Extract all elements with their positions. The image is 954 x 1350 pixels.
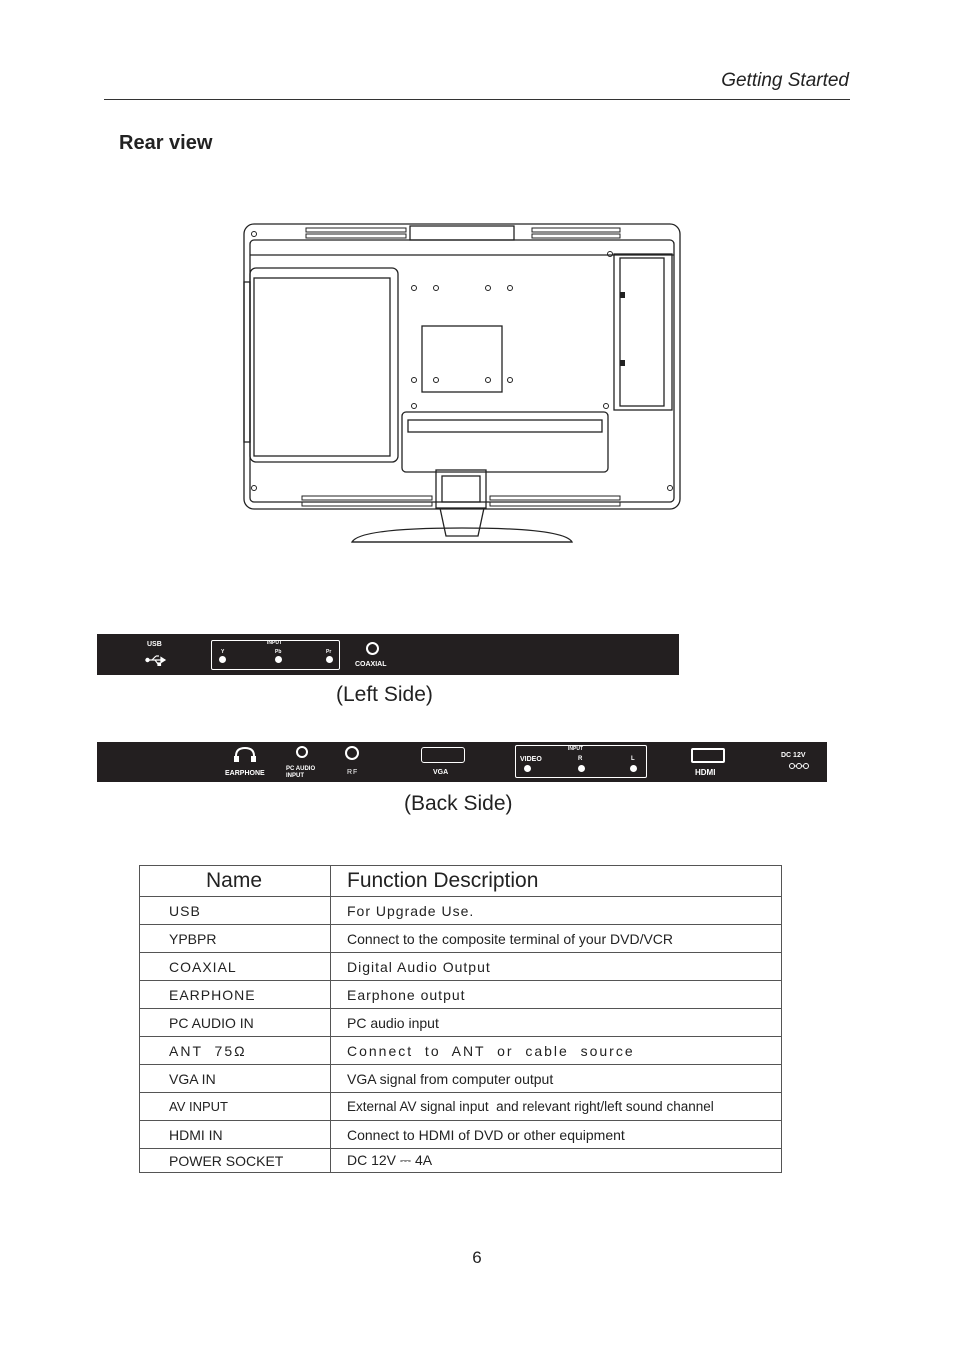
rf-jack <box>345 746 359 760</box>
page-number: 6 <box>472 1248 482 1267</box>
vga-port <box>421 747 465 763</box>
row-desc: External AV signal input and relevant right/left sound channel <box>331 1093 782 1121</box>
row-desc: VGA signal from computer output <box>331 1065 782 1093</box>
row-name: COAXIAL <box>140 953 331 981</box>
table-row <box>140 1037 782 1065</box>
table-row <box>140 1093 782 1121</box>
hdmi-label: HDMI <box>695 768 716 777</box>
usb-icon <box>145 654 169 666</box>
coaxial-label: COAXIAL <box>355 661 387 668</box>
table-row <box>140 1009 782 1037</box>
table-row <box>140 925 782 953</box>
row-desc: For Upgrade Use. <box>331 897 782 925</box>
av-input-label: INPUT <box>568 746 583 752</box>
row-name: ANT 75Ω <box>140 1037 331 1065</box>
l-label: L <box>631 756 635 762</box>
header-title: Getting Started <box>721 70 849 91</box>
hdmi-port <box>691 748 725 763</box>
l-jack <box>630 765 637 772</box>
ypbpr-input-label: INPUT <box>267 640 282 646</box>
row-desc: Connect to ANT or cable source <box>331 1037 782 1065</box>
vga-label: VGA <box>433 769 449 776</box>
y-jack <box>219 656 226 663</box>
row-name: YPBPR <box>140 925 331 953</box>
row-name: AV INPUT <box>140 1093 331 1121</box>
usb-label: USB <box>147 641 162 648</box>
row-name: HDMI IN <box>140 1121 331 1149</box>
table-row <box>140 897 782 925</box>
header-function-description: Function Description <box>331 866 782 897</box>
row-desc: Earphone output <box>331 981 782 1009</box>
dc-label: DC 12V <box>781 752 806 759</box>
row-name: EARPHONE <box>140 981 331 1009</box>
earphone-label: EARPHONE <box>225 770 265 777</box>
row-name: USB <box>140 897 331 925</box>
row-desc: Connect to HDMI of DVD or other equipment <box>331 1121 782 1149</box>
header-name: Name <box>140 866 331 897</box>
video-label: VIDEO <box>520 756 542 763</box>
pb-label: Pb <box>275 649 282 655</box>
rf-label: RF <box>347 769 359 776</box>
row-name: POWER SOCKET <box>140 1149 331 1173</box>
r-label: R <box>578 756 583 762</box>
function-table <box>139 865 782 1173</box>
header-rule <box>104 99 850 100</box>
r-jack <box>578 765 585 772</box>
headphone-icon <box>233 747 257 763</box>
pr-jack <box>326 656 333 663</box>
table-row <box>140 1121 782 1149</box>
section-title: Rear view <box>119 132 213 154</box>
left-side-panel <box>97 634 679 675</box>
table-row <box>140 953 782 981</box>
pc-audio-jack <box>296 746 308 758</box>
row-desc: PC audio input <box>331 1009 782 1037</box>
table-row <box>140 981 782 1009</box>
row-desc: DC 12V ⎓ 4A <box>331 1149 782 1173</box>
row-desc: Digital Audio Output <box>331 953 782 981</box>
table-header-row <box>140 866 782 897</box>
y-label: Y <box>221 649 225 655</box>
pb-jack <box>275 656 282 663</box>
row-name: PC AUDIO IN <box>140 1009 331 1037</box>
row-desc: Connect to the composite terminal of your DVD/VCR <box>331 925 782 953</box>
pc-audio-label-1: PC AUDIO <box>286 766 316 772</box>
pc-audio-label-2: INPUT <box>286 773 304 779</box>
tv-rear-illustration <box>240 220 685 550</box>
table-row <box>140 1065 782 1093</box>
coaxial-jack <box>366 642 379 655</box>
dc-polarity-icon <box>789 762 809 770</box>
video-jack <box>524 765 531 772</box>
table-row <box>140 1149 782 1173</box>
back-side-caption: (Back Side) <box>404 792 513 815</box>
row-name: VGA IN <box>140 1065 331 1093</box>
back-side-panel <box>97 742 827 782</box>
pr-label: Pr <box>326 649 332 655</box>
left-side-caption: (Left Side) <box>336 683 433 706</box>
